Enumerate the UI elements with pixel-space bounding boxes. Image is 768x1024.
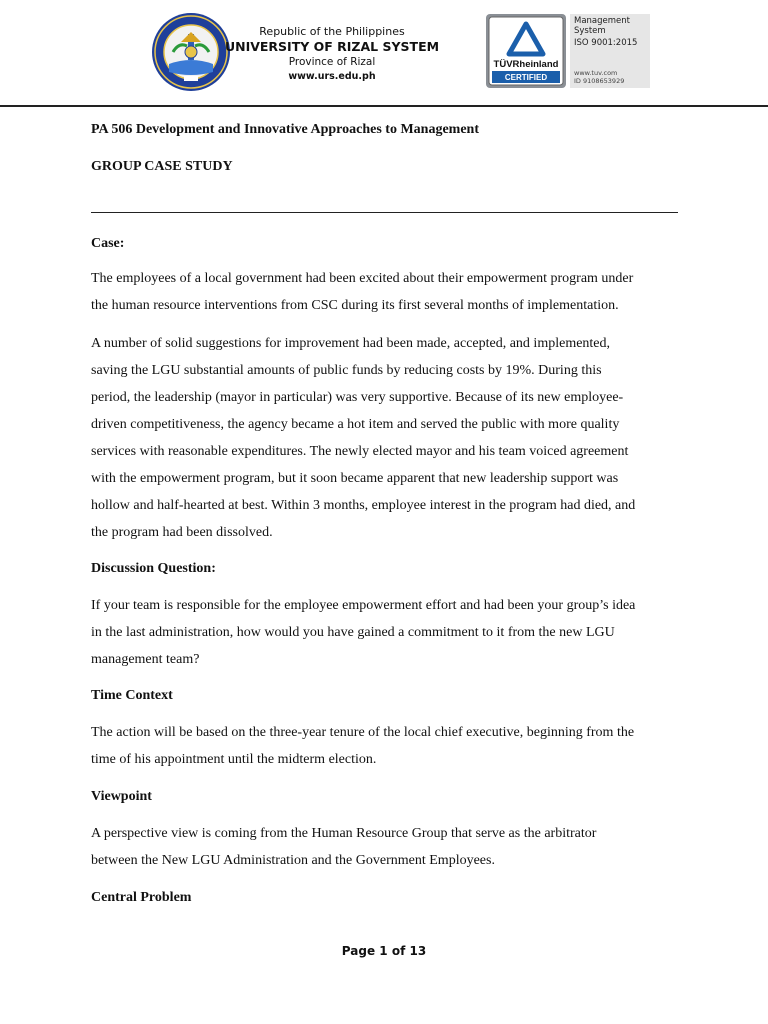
time-context-heading: Time Context — [91, 688, 173, 703]
page-total: 13 — [409, 944, 427, 958]
case-paragraph-1 — [91, 265, 678, 319]
university-name: UNIVERSITY OF RIZAL SYSTEM — [224, 39, 440, 54]
paragraph-line: the program had been dissolved. — [91, 525, 273, 540]
page-label: Page — [341, 944, 376, 958]
management-system-label: Management System — [574, 16, 630, 36]
tuv-rheinland-triangle-icon — [486, 14, 566, 88]
page-of-label: of — [391, 944, 406, 958]
paragraph-line: services with reasonable expenditures. The newly elected mayor and his team voiced agreement — [91, 444, 629, 459]
time-context-paragraph — [91, 719, 678, 773]
document-header — [0, 0, 768, 108]
paragraph-line: in the last administration, how would you have gained a commitment to it from the new LGU — [91, 625, 615, 640]
central-problem-heading: Central Problem — [91, 890, 192, 905]
discussion-heading: Discussion Question: — [91, 561, 216, 576]
central-problem-section — [91, 889, 678, 907]
header-divider — [0, 105, 768, 107]
paragraph-line: A number of solid suggestions for improvement had been made, accepted, and implemented, — [91, 336, 611, 351]
viewpoint-section — [91, 788, 678, 806]
republic-line: Republic of the Philippines — [259, 25, 405, 38]
paragraph-line: A perspective view is coming from the Human Resource Group that serve as the arbitrator — [91, 826, 597, 841]
university-identity — [212, 24, 452, 84]
paragraph-line: the human resource interventions from CSC during its first several months of implementation. — [91, 298, 619, 313]
paragraph-line: If your team is responsible for the employee empowerment effort and had been your group’s idea — [91, 598, 636, 613]
course-title: PA 506 Development and Innovative Approaches to Management — [91, 122, 479, 137]
certified-label: CERTIFIED — [504, 73, 548, 82]
page-number — [0, 944, 768, 958]
paragraph-line: management team? — [91, 652, 200, 667]
paragraph-line: time of his appointment until the midterm election. — [91, 752, 377, 767]
paragraph-line: with the empowerment program, but it soon became apparent that new leadership support was — [91, 471, 619, 486]
page-current: 1 — [379, 944, 388, 958]
paragraph-line: saving the LGU substantial amounts of public funds by reducing costs by 19%. During this — [91, 363, 602, 378]
tuv-website: www.tuv.com — [574, 69, 618, 77]
province-line: Province of Rizal — [288, 56, 376, 68]
website-line: www.urs.edu.ph — [288, 71, 376, 82]
case-section — [91, 235, 678, 253]
viewpoint-heading: Viewpoint — [91, 789, 152, 804]
viewpoint-paragraph — [91, 820, 678, 874]
case-heading: Case: — [91, 236, 125, 251]
cert-id: ID 9108653929 — [574, 77, 625, 85]
paragraph-line: between the New LGU Administration and the Government Employees. — [91, 853, 495, 868]
case-paragraph-2 — [91, 330, 678, 546]
discussion-paragraph — [91, 592, 678, 673]
iso-standard: ISO 9001:2015 — [574, 38, 638, 48]
document-subtitle: GROUP CASE STUDY — [91, 159, 233, 174]
cert-details — [570, 14, 650, 88]
discussion-section — [91, 560, 678, 578]
paragraph-line: The action will be based on the three-year tenure of the local chief executive, beginning from the — [91, 725, 635, 740]
paragraph-line: The employees of a local government had been excited about their empowerment program under — [91, 271, 634, 286]
iso-certification-badge — [486, 14, 650, 88]
title-divider — [91, 212, 678, 213]
time-context-section — [91, 687, 678, 705]
paragraph-line: period, the leadership (mayor in particular) was very supportive. Because of its new employee- — [91, 390, 624, 405]
paragraph-line: hollow and half-hearted at best. Within 3 months, employee interest in the program had died, and — [91, 498, 636, 513]
paragraph-line: driven competitiveness, the agency became a hot item and served the public with more quality — [91, 417, 620, 432]
tuv-brand-text: TÜVRheinland — [493, 59, 559, 70]
